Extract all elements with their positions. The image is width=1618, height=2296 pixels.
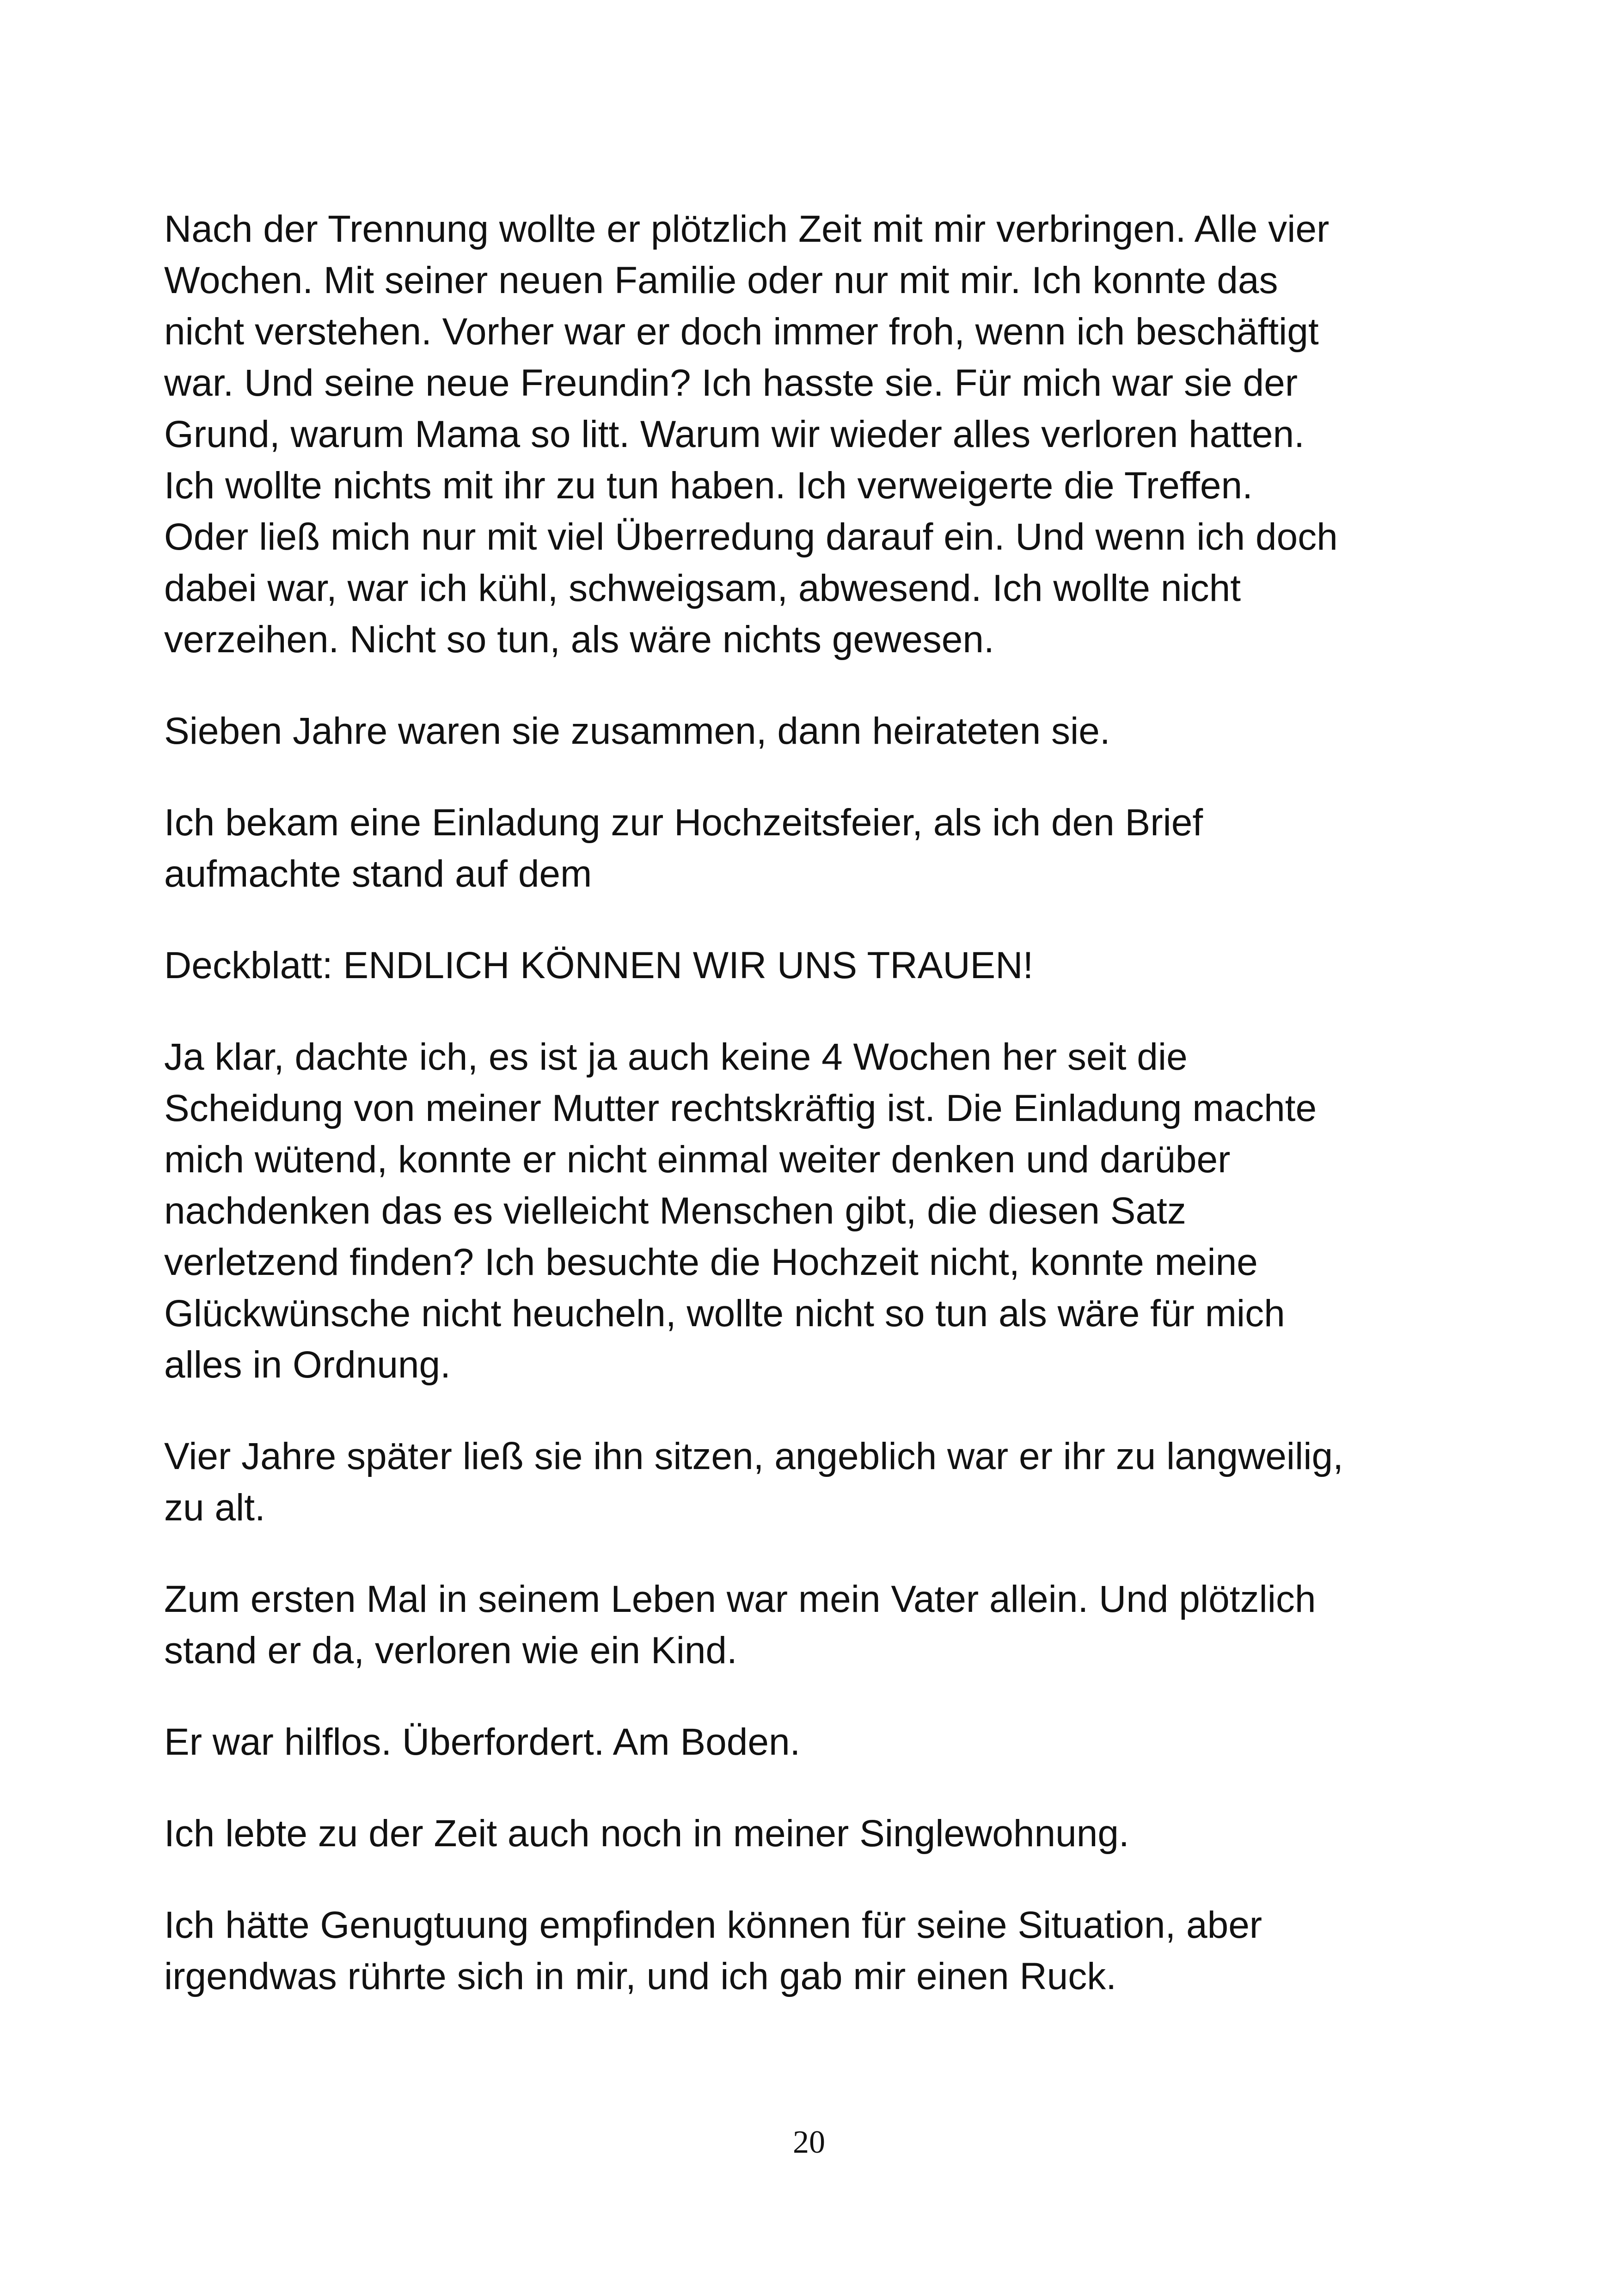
text-line: Oder ließ mich nur mit viel Überredung darauf ein. Und wenn ich doch	[164, 516, 1338, 558]
text-line: Glückwünsche nicht heucheln, wollte nicht so tun als wäre für mich	[164, 1292, 1285, 1335]
text-line: Ich bekam eine Einladung zur Hochzeitsfeier, als ich den Brief	[164, 802, 1203, 844]
text-line: zu alt.	[164, 1487, 265, 1529]
text-line: Ich wollte nichts mit ihr zu tun haben. Ich verweigerte die Treffen.	[164, 465, 1253, 507]
paragraph	[164, 203, 1459, 665]
text-line: Nach der Trennung wollte er plötzlich Zeit mit mir verbringen. Alle vier	[164, 208, 1330, 250]
text-line: Er war hilflos. Überfordert. Am Boden.	[164, 1721, 801, 1763]
text-line: dabei war, war ich kühl, schweigsam, abwesend. Ich wollte nicht	[164, 567, 1241, 609]
text-line: nachdenken das es vielleicht Menschen gibt, die diesen Satz	[164, 1190, 1186, 1232]
text-line: aufmachte stand auf dem	[164, 853, 592, 895]
paragraph	[164, 1808, 1459, 1859]
paragraph	[164, 705, 1459, 757]
text-line: Ich lebte zu der Zeit auch noch in meiner Singlewohnung.	[164, 1812, 1129, 1855]
text-line: irgendwas rührte sich in mir, und ich gab mir einen Ruck.	[164, 1955, 1117, 1997]
text-line: Deckblatt: ENDLICH KÖNNEN WIR UNS TRAUEN!	[164, 944, 1034, 986]
paragraph	[164, 1716, 1459, 1768]
text-line: Zum ersten Mal in seinem Leben war mein Vater allein. Und plötzlich	[164, 1578, 1316, 1620]
text-line: verletzend finden? Ich besuchte die Hochzeit nicht, konnte meine	[164, 1241, 1258, 1283]
text-line: stand er da, verloren wie ein Kind.	[164, 1629, 737, 1671]
text-line: mich wütend, konnte er nicht einmal weiter denken und darüber	[164, 1139, 1231, 1181]
text-line: Wochen. Mit seiner neuen Familie oder nur mit mir. Ich konnte das	[164, 259, 1278, 301]
text-line: war. Und seine neue Freundin? Ich hasste sie. Für mich war sie der	[164, 362, 1298, 404]
text-line: Scheidung von meiner Mutter rechtskräftig ist. Die Einladung machte	[164, 1087, 1317, 1129]
text-line: Vier Jahre später ließ sie ihn sitzen, angeblich war er ihr zu langweilig,	[164, 1435, 1343, 1477]
text-line: Ich hätte Genugtuung empfinden können für seine Situation, aber	[164, 1904, 1263, 1946]
body-text	[164, 203, 1459, 2042]
paragraph	[164, 797, 1459, 900]
text-line: Ja klar, dachte ich, es ist ja auch keine 4 Wochen her seit die	[164, 1036, 1188, 1078]
text-line: verzeihen. Nicht so tun, als wäre nichts gewesen.	[164, 618, 994, 661]
text-line: nicht verstehen. Vorher war er doch immer froh, wenn ich beschäftigt	[164, 311, 1319, 353]
paragraph	[164, 1031, 1459, 1390]
text-line: Grund, warum Mama so litt. Warum wir wieder alles verloren hatten.	[164, 413, 1305, 455]
paragraph	[164, 1431, 1459, 1533]
text-line: alles in Ordnung.	[164, 1344, 451, 1386]
paragraph	[164, 1574, 1459, 1676]
text-line: Sieben Jahre waren sie zusammen, dann heirateten sie.	[164, 710, 1110, 752]
page-number: 20	[793, 2125, 825, 2160]
paragraph	[164, 940, 1459, 991]
paragraph	[164, 1899, 1459, 2002]
